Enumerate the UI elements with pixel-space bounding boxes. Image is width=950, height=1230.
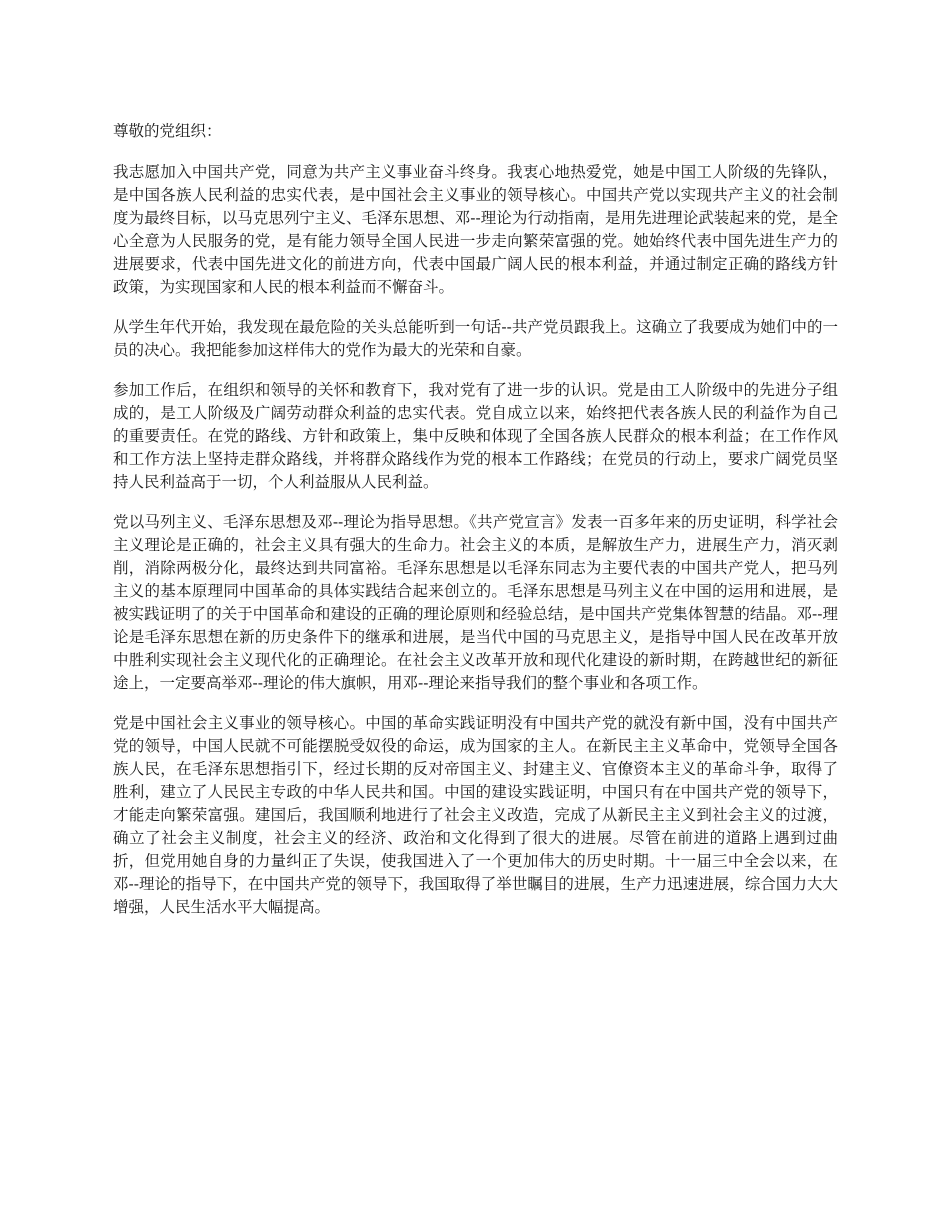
paragraph-2: 从学生年代开始，我发现在最危险的关头总能听到一句话--共产党员跟我上。这确立了我要成为她们中的一员的决心。我把能参加这样伟大的党作为最大的光荣和自豪。 <box>113 318 838 359</box>
salutation: 尊敬的党组织： <box>113 122 222 140</box>
paragraph-1: 我志愿加入中国共产党，同意为共产主义事业奋斗终身。我衷心地热爱党，她是中国工人阶级的先锋队，是中国各族人民利益的忠实代表，是中国社会主义事业的领导核心。中国共产党以实现共产主义的社会制度为最终目标，以马克思列宁主义、毛泽东思想、邓--理论为行动指南，是用先进理论武装起来的党，是全心全意为人民服务的党，是有能力领导全国人民进一步走向繁荣富强的党。她始终代表中国先进生产力的进展要求，代表中国先进文化的前进方向，代表中国最广阔人民的根本利益，并通过制定正确的路线方针政策，为实现国家和人民的根本利益而不懈奋斗。 <box>113 163 838 296</box>
paragraph-4: 党以马列主义、毛泽东思想及邓--理论为指导思想。《共产党宣言》发表一百多年来的历史证明，科学社会主义理论是正确的，社会主义具有强大的生命力。社会主义的本质，是解放生产力，进展生产力，消灭剥削，消除两极分化，最终达到共同富裕。毛泽东思想是以毛泽东同志为主要代表的中国共产党人，把马列主义的基本原理同中国革命的具体实践结合起来创立的。毛泽东思想是马列主义在中国的运用和进展，是被实践证明了的关于中国革命和建设的正确的理论原则和经验总结，是中国共产党集体智慧的结晶。邓--理论是毛泽东思想在新的历史条件下的继承和进展，是当代中国的马克思主义，是指导中国人民在改革开放中胜利实现社会主义现代化的正确理论。在社会主义改革开放和现代化建设的新时期，在跨越世纪的新征途上，一定要高举邓--理论的伟大旗帜，用邓--理论来指导我们的整个事业和各项工作。 <box>113 513 838 692</box>
document-body <box>113 120 838 936</box>
paragraph-5: 党是中国社会主义事业的领导核心。中国的革命实践证明没有中国共产党的就没有新中国，没有中国共产党的领导，中国人民就不可能摆脱受奴役的命运，成为国家的主人。在新民主主义革命中，党领导全国各族人民，在毛泽东思想指引下，经过长期的反对帝国主义、封建主义、官僚资本主义的革命斗争，取得了胜利，建立了人民民主专政的中华人民共和国。中国的建设实践证明，中国只有在中国共产党的领导下，才能走向繁荣富强。建国后，我国顺利地进行了社会主义改造，完成了从新民主主义到社会主义的过渡，确立了社会主义制度，社会主义的经济、政治和文化得到了很大的进展。尽管在前进的道路上遇到过曲折，但党用她自身的力量纠正了失误，使我国进入了一个更加伟大的历史时期。十一届三中全会以来，在邓--理论的指导下，在中国共产党的领导下，我国取得了举世瞩目的进展，生产力迅速进展，综合国力大大增强，人民生活水平大幅提高。 <box>113 714 838 916</box>
paragraph-3: 参加工作后，在组织和领导的关怀和教育下，我对党有了进一步的认识。党是由工人阶级中的先进分子组成的，是工人阶级及广阔劳动群众利益的忠实代表。党自成立以来，始终把代表各族人民的利益作为自己的重要责任。在党的路线、方针和政策上，集中反映和体现了全国各族人民群众的根本利益；在工作作风和工作方法上坚持走群众路线，并将群众路线作为党的根本工作路线；在党员的行动上，要求广阔党员坚持人民利益高于一切，个人利益服从人民利益。 <box>113 381 838 491</box>
